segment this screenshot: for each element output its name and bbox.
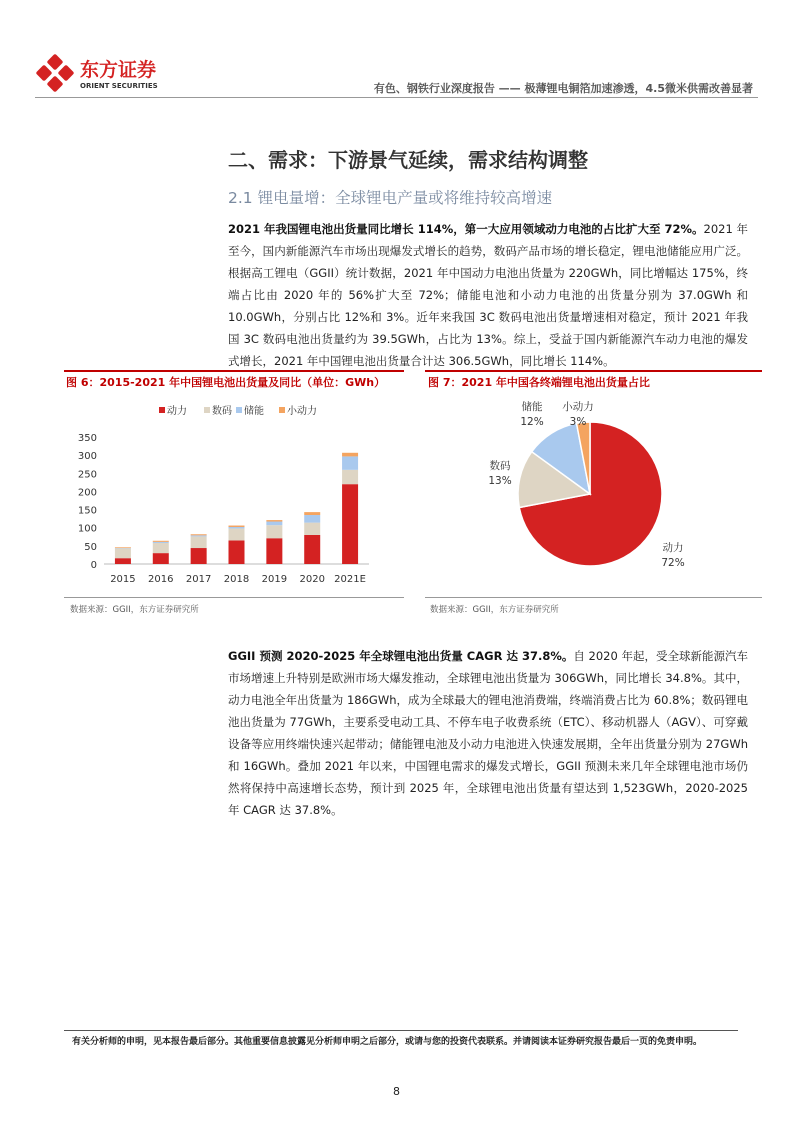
bar-2017-3: [191, 534, 207, 535]
bar-2015-1: [115, 548, 131, 558]
y-tick-label: 50: [84, 541, 97, 553]
fig6-legend: [159, 404, 317, 417]
paragraph-1-body: 2021 年至今，国内新能源汽车市场出现爆发式增长的趋势，数码产品市场的增长稳定，锂电池储能应用广泛。根据高工锂电（GGII）统计数据，2021 年中国动力电池出货量为 220GWh，同比增幅达 175%，终端占比由 2020 年的 56%扩大至 72%；储能电池和小动力电池的出货量分别为 37.0GWh 和 10.0GWh，分别占比 12%和 3%。近年来我国 3C 数码电池出货量增速相对稳定，预计 2021 年我国 3C 数码电池出货量约为 39.5GWh，占比为 13%。综上，受益于国内新能源汽车动力电池的爆发式增长，2021 年中国锂电池出货量合计达 306.5GWh，同比增长 114%。: [228, 222, 748, 368]
bar-2019-2: [266, 522, 282, 526]
bar-2021E-2: [342, 456, 358, 469]
legend-label-1: 数码: [212, 406, 232, 417]
bar-2019-3: [266, 520, 282, 521]
bar-2016-2: [153, 542, 169, 543]
paragraph-2-body: 自 2020 年起，受全球新能源汽车市场增速上升特别是欧洲市场大爆发推动，全球锂电池出货量为 306GWh，同比增长 34.8%。其中，动力电池全年出货量为 186GWh，成为全球最大的锂电池消费端，终端消费占比为 60.8%；数码锂电池出货量为 77GWh，主要系受电动工具、不停车电子收费系统（ETC）、移动机器人（AGV）、可穿戴设备等应用终端快速兴起带动；储能锂电池及小动力电池进入快速发展期，全年出货量分别为 27GWh 和 16GWh。叠加 2021 年以来，中国锂电需求的爆发式增长，GGII 预测未来几年全球锂电池市场仍然将保持中高速增长态势，预计到 2025 年，全球锂电池出货量有望达到 1,523GWh，2020-2025 年 CAGR 达 37.8%。: [228, 649, 748, 817]
bar-2016-1: [153, 543, 169, 553]
section-title: 二、需求：下游景气延续，需求结构调整: [228, 148, 588, 172]
fig6-top-rule: [64, 370, 404, 372]
report-header-title: 有色、钢铁行业深度报告 —— 极薄锂电铜箔加速渗透，4.5微米供需改善显著: [373, 82, 753, 95]
legend-label-2: 储能: [244, 406, 264, 417]
y-tick-label: 200: [77, 487, 97, 499]
bar-2016-0: [153, 553, 169, 564]
bar-2020-3: [304, 512, 320, 515]
bar-2020-1: [304, 523, 320, 535]
bar-2018-0: [229, 540, 245, 564]
orient-securities-logo: [36, 54, 186, 94]
bar-2017-0: [191, 548, 207, 564]
x-tick-label: 2017: [185, 574, 212, 585]
paragraph-1: [228, 218, 748, 372]
footer-divider: [64, 1030, 738, 1031]
bar-2019-1: [266, 525, 282, 538]
page-number: 8: [393, 1085, 400, 1098]
fig7-title: 图 7：2021 年中国各终端锂电池出货量占比: [428, 376, 650, 389]
bar-2020-2: [304, 515, 320, 523]
legend-swatch-1: [204, 407, 210, 413]
legend-swatch-2: [236, 407, 242, 413]
x-tick-label: 2020: [299, 574, 325, 585]
paragraph-2-lead: GGII 预测 2020-2025 年全球锂电池出货量 CAGR 达 37.8%。: [228, 649, 574, 663]
pie-label-3: 小动力: [562, 401, 594, 413]
y-tick-label: 0: [90, 560, 97, 571]
pie-label-2: 储能: [521, 401, 543, 413]
legend-label-3: 小动力: [287, 406, 317, 417]
header-divider: [35, 97, 758, 98]
y-tick-label: 100: [77, 523, 97, 535]
fig7-source: 数据来源：GGII，东方证券研究所: [430, 605, 559, 615]
bar-2015-0: [115, 558, 131, 564]
paragraph-1-lead: 2021 年我国锂电池出货量同比增长 114%，第一大应用领域动力电池的占比扩大至 72%。: [228, 222, 704, 236]
pie-value-0: 72%: [661, 557, 685, 569]
y-tick-label: 250: [77, 469, 97, 481]
y-tick-label: 300: [77, 451, 97, 463]
fig6-bars: [115, 453, 358, 564]
brand-cn: 东方证券: [80, 59, 157, 81]
fig7-bottom-rule: [425, 597, 762, 598]
x-tick-label: 2016: [148, 574, 174, 585]
x-tick-label: 2015: [110, 574, 136, 585]
fig6-title: 图 6：2015-2021 年中国锂电池出货量及同比（单位：GWh）: [66, 376, 386, 389]
bar-2018-1: [229, 528, 245, 540]
bar-2021E-0: [342, 484, 358, 564]
pie-value-2: 12%: [520, 416, 544, 428]
pie-label-0: 动力: [662, 542, 684, 554]
pie-value-1: 13%: [488, 475, 512, 487]
logo-mark-icon: [36, 54, 74, 92]
fig7-top-rule: [425, 370, 762, 372]
fig7-slices: [518, 422, 662, 566]
footer-disclaimer: 有关分析师的申明，见本报告最后部分。其他重要信息披露见分析师申明之后部分，或请与您的投资代表联系。并请阅读本证券研究报告最后一页的免责申明。: [72, 1037, 703, 1047]
bar-2015-3: [115, 547, 131, 548]
legend-swatch-3: [279, 407, 285, 413]
subsection-title: 2.1 锂电量增：全球锂电产量或将维持较高增速: [228, 189, 553, 207]
bar-2017-1: [191, 536, 207, 548]
bar-2021E-1: [342, 470, 358, 484]
pie-label-1: 数码: [489, 460, 511, 472]
fig6-y-ticks: [78, 433, 97, 571]
fig6-bottom-rule: [64, 597, 404, 598]
y-tick-label: 150: [77, 505, 97, 517]
x-tick-label: 2018: [223, 574, 250, 585]
fig6-x-ticks: [110, 574, 366, 585]
paragraph-2: [228, 645, 748, 821]
bar-2020-0: [304, 535, 320, 564]
brand-en: ORIENT SECURITIES: [80, 82, 158, 90]
bar-2019-0: [266, 538, 282, 564]
y-tick-label: 350: [77, 433, 97, 444]
pie-value-3: 3%: [569, 416, 587, 428]
bar-2018-2: [229, 527, 245, 528]
x-tick-label: 2019: [261, 574, 288, 585]
x-tick-label: 2021E: [334, 574, 366, 585]
bar-2021E-3: [342, 453, 358, 457]
bar-2016-3: [153, 541, 169, 542]
fig6-bar-chart: [64, 392, 404, 597]
legend-label-0: 动力: [167, 406, 187, 417]
bar-2017-2: [191, 535, 207, 536]
bar-2018-3: [229, 526, 245, 527]
fig6-source: 数据来源：GGII，东方证券研究所: [70, 605, 199, 615]
legend-swatch-0: [159, 407, 165, 413]
fig7-pie-chart: [425, 392, 762, 597]
